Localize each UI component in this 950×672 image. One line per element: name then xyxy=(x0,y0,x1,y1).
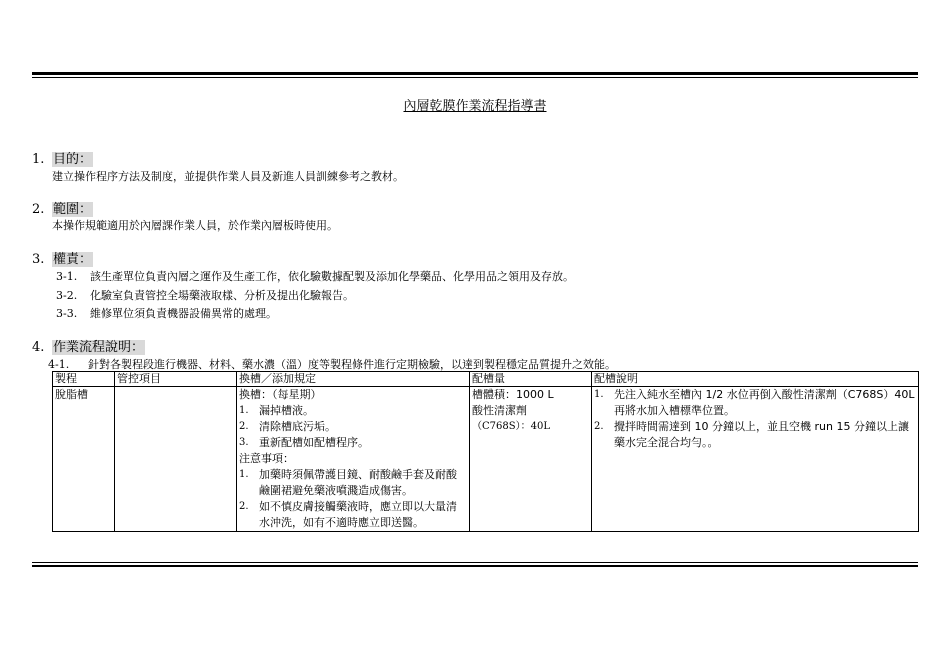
list-item: 2. 攪拌時間需達到 10 分鐘以上，並且空機 run 15 分鐘以上讓藥水完全混合均勻。。 xyxy=(594,420,909,449)
section-4-heading: 4. 作業流程說明： xyxy=(32,340,145,355)
top-rule-thin xyxy=(32,77,918,78)
change-list xyxy=(239,403,467,451)
cell-description xyxy=(592,387,919,532)
header-change-rule: 換槽／添加規定 xyxy=(237,372,470,387)
section-2-body: 本操作規範適用於內層課作業人員，於作業內層板時使用。 xyxy=(52,219,338,232)
cleaner-name: 酸性清潔劑 xyxy=(472,404,527,417)
list-item: 2. 如不慎皮膚接觸藥液時，應立即以大量清水沖洗，如有不適時應立即送醫。 xyxy=(239,500,457,529)
notes-list xyxy=(239,467,467,531)
header-control-item: 管控項目 xyxy=(115,372,237,387)
table-header-row xyxy=(53,372,919,387)
notes-title: 注意事項： xyxy=(239,452,294,465)
top-double-rule xyxy=(32,72,918,75)
header-amount: 配槽量 xyxy=(470,372,592,387)
header-process: 製程 xyxy=(53,372,115,387)
table-row xyxy=(53,387,919,532)
bottom-rule-thin xyxy=(32,562,918,563)
cell-change-rule xyxy=(237,387,470,532)
list-item: 1. 加藥時須佩帶護目鏡、耐酸鹼手套及耐酸鹼圍裙避免藥液噴濺造成傷害。 xyxy=(239,468,457,497)
document-title: 內層乾膜作業流程指導書 xyxy=(403,99,547,114)
list-item: 2. 清除槽底污垢。 xyxy=(239,420,336,433)
section-heading: 目的： xyxy=(53,152,93,167)
responsibility-item: 3-1. 該生產單位負責內層之運作及生產工作，依化驗數據配製及添加化學藥品、化學用品之領用及存放。 xyxy=(56,270,574,283)
section-heading: 權責： xyxy=(53,252,93,267)
section-heading: 作業流程說明： xyxy=(53,340,145,355)
responsibility-item: 3-2. 化驗室負責管控全場藥液取樣、分析及提出化驗報告。 xyxy=(56,289,354,302)
list-item: 1. 漏掉槽液。 xyxy=(239,404,314,417)
cleaner-amount: （C768S）：40L xyxy=(472,421,550,432)
section-1-heading: 1. 目的： xyxy=(32,152,93,167)
cell-control-item xyxy=(115,387,237,532)
cell-amount xyxy=(470,387,592,532)
list-item: 1. 先注入純水至槽內 1/2 水位再倒入酸性清潔劑（C768S）40L 再將水加入槽標準位置。 xyxy=(594,388,915,417)
section-heading: 範圍： xyxy=(53,202,93,217)
tank-volume: 槽體積：1000 L xyxy=(472,388,554,401)
change-title: 換槽：（每星期） xyxy=(239,388,322,401)
process-table xyxy=(52,371,919,532)
section-2-heading: 2. 範圍： xyxy=(32,202,93,217)
section-1-body: 建立操作程序方法及制度，並提供作業人員及新進人員訓練參考之教材。 xyxy=(52,170,404,183)
responsibility-item: 3-3. 維修單位須負責機器設備異常的處理。 xyxy=(56,307,277,320)
section-3-heading: 3. 權責： xyxy=(32,252,93,267)
bottom-double-rule xyxy=(32,565,918,567)
list-item: 3. 重新配槽如配槽程序。 xyxy=(239,436,369,449)
cell-process: 脫脂槽 xyxy=(53,387,115,532)
header-description: 配槽說明 xyxy=(592,372,919,387)
section-4-intro: 4-1. 針對各製程段進行機器、材料、藥水濃（溫）度等製程條件進行定期檢驗，以達到製程穩定品質提升之效能。 xyxy=(48,358,616,371)
description-list xyxy=(594,387,916,451)
